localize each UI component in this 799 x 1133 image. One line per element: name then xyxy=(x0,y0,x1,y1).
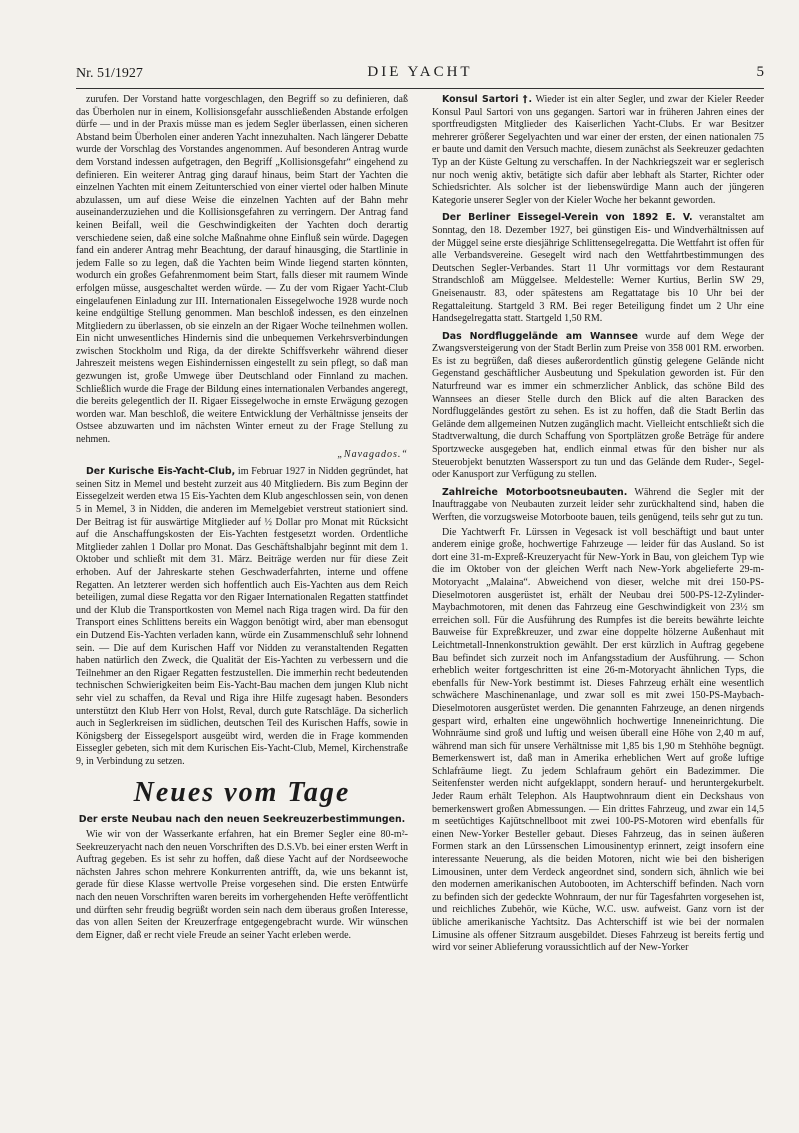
article-paragraph: Wie wir von der Wasserkante erfahren, hat ein Bremer Segler eine 80-m²-Seekreuzeryacht nach den neuen Vorschriften des D.S.Vb. bei einer ersten Werft in Auftrag gegeben. Es ist sehr zu hoffen, daß diese Yacht auf der Nordseewoche nächsten Jahres schon mehrere Konkurrenten antrifft, da, wie uns bekannt ist, gerade für diese Klasse wertvolle Preise vorgesehen sind. Die ersten Entwürfe nach den neuen Vorschriften waren bereits im vorhergehenden Hefte veröffentlicht und dürften sehr freudig begrüßt worden sein nach dem überaus großen Interesse, das von allen Seiten der Kreuzerfrage entgegengebracht wurde. Wir wünschen dem Eigner, daß er recht viele Freude an seiner Yacht erleben werde. xyxy=(76,829,408,941)
article-paragraph xyxy=(432,331,764,482)
article-body: Während die Segler mit der Inauftraggabe von Neubauten zurzeit leider sehr zurückhaltend sind, haben die Werften, die vorzugsweise Motorboote bauen, teils genügend, teils sehr gut zu tun. xyxy=(432,486,764,523)
article-body: veranstaltet am Sonntag, den 18. Dezember 1927, bei günstigen Eis- und Windverhältnissen auf der Müggel seine erste diesjährige Schlittensegelregatta. Die Wettfahrt ist offen für alle Verbandsvereine. Gesegelt wird nach den Wettfahrtbestimmungen des Deutschen Segler-Verbandes. Start 11 Uhr vormittags vor dem Restaurant Strandschloß am Müggelsee. Meldestelle: Werner Kurtius, Berlin SW 29, Gneisenaustr. 83, oder spätestens am Regattatage bis 10 Uhr bei der Regattaleitung. Startgeld 3 RM. Bei reger Beteiligung findet um 2 Uhr eine Handsegelregatta statt. Startgeld 1,50 RM. xyxy=(432,212,764,325)
section-subhead: Der erste Neubau nach den neuen Seekreuzerbestimmungen. xyxy=(78,814,406,826)
issue-number: Nr. 51/1927 xyxy=(76,66,143,81)
article-paragraph xyxy=(432,487,764,525)
article-body: im Februar 1927 in Nidden gegründet, hat seinen Sitz in Memel und besteht zurzeit aus 40 Mitgliedern. Bis zum Beginn der Eissegelzeit werden etwa 15 Eis-Yachten dem Klub angeschlossen sein, von denen 5 in Memel, 3 in Nidden, die anderen im Memelgebiet verstreut stationiert sind. Der Beitrag ist für auswärtige Mitglieder auf ½ Dollar pro Monat mit Rücksicht auf die Anschaffungskosten der Eis-Yachten festgesetzt worden. Ordentliche Mitglieder zahlen 1 Dollar pro Monat. Das Geschäftshalbjahr beginnt mit dem 1. Oktober und schließt mit dem 31. März. Beiträge werden nur für diese Zeit erhoben. Auf der Jahreskarte stehen Geschwaderfahrten, interne und offene Regatten. An letzterer werden sich hoffentlich auch Eis-Yachten aus dem Reich beteiligen, zumal diese Regatta vor den Rigaer Internationalen Regatten stattfindet und der Klub die Transportkosten von Memel nach Riga tragen wird. Da für den Transport eines Schlittens bereits ein Waggon benötigt wird, aber man ebensogut ein Dutzend Eis-Yachten verladen kann, würde ein Zusammenschluß sehr lohnend sein. — Die auf dem Kurischen Haff vor Nidden zu veranstaltenden Regatten haben natürlich den Zweck, die Qualität der Eis-Yachten zu verbessern und die Teilnehmer an den Rigaer Regatten festzustellen. Die immerhin recht bedeutenden technischen Schwierigkeiten beim Eis-Yacht-Bau machen dem jungen Klub nicht sehr viel zu schaffen, da Reval und Riga ihre Hilfe zugesagt haben. Besonders unterstützt den Klub Herr von Holst, Reval, durch gute Ratschläge. Da sicherlich auch in Seglerkreisen im südlichen, deutschen Teil des Kurischen Haffs, sowie in Königsberg der Eissegelsport ausgeübt wird, werden die in Frage kommenden Eissegler gebeten, sich mit dem Kurischen Eis-Yacht-Club, Memel, Kirchenstraße 9, in Verbindung zu setzen. xyxy=(76,466,408,767)
article-lead: Der Berliner Eissegel-Verein von 1892 E. V. xyxy=(442,212,693,224)
article-signature: „Navagados.“ xyxy=(337,448,408,460)
article-paragraph xyxy=(432,94,764,207)
page-header xyxy=(76,64,764,86)
right-column xyxy=(432,94,764,1104)
magazine-title: DIE YACHT xyxy=(367,64,473,80)
article-lead: Konsul Sartori †. xyxy=(442,94,533,105)
section-heading: Neues vom Tage xyxy=(133,777,351,809)
article-paragraph xyxy=(76,466,408,768)
header-rule xyxy=(76,88,764,89)
article-lead: Der Kurische Eis-Yacht-Club, xyxy=(86,466,236,478)
article-body: wurde auf dem Wege der Zwangsversteigerung von der Stadt Berlin zum Preise von 358 001 RM. erworben. Es ist zu begrüßen, daß dieses außerordentlich günstig gelegene Gelände nicht Gegenstand geschäftlicher Ausbeutung und Spekulation geworden ist. Für den Naturfreund war es immer ein schmerzlicher Anblick, das schöne Bild des Wannsees an dieser Stelle durch den Blick auf die alten Baracken des Nordfluggeländes gestört zu sehen. Es ist zu hoffen, daß die Stadt Berlin das Gelände dem allgemeinen Nutzen zugänglich macht. Vielleicht entschließt sich die Stadtverwaltung, die durch Schaffung von Sportplätzen große Beträge für andere Sportzwecke ausgegeben hat, endlich einmal etwas für den bisher nur als Steuerobjekt benutzten Wassersport zu tun und das Gelände dem Ruder-, Segel- oder Kanusport zur Verfügung zu stellen. xyxy=(432,330,764,481)
page-number: 5 xyxy=(756,64,764,80)
article-paragraph: Die Yachtwerft Fr. Lürssen in Vegesack ist voll beschäftigt und baut unter anderem einige große, hochwertige Fahrzeuge — leider für das Ausland. So ist dort eine 31-m-Expreß-Kreuzeryacht für New-York in Bau, von gleichem Typ wie die im Oktober von der gleichen Werft nach New-York abgelieferte 29-m-Motoryacht „Malaina“. Abweichend von dieser, welche mit drei 150-PS-Dieselmotoren ausgerüstet ist, erhält der Neubau drei 500-PS-12-Zylinder-Maybachmotoren, mit denen das Fahrzeug eine Geschwindigkeit von 23½ sm erreichen soll. Für die Ausführung des Rumpfes ist die bereits bewährte leichte Bauweise für Expreßkreuzer, und zwar eine doppelte hölzerne Außenhaut mit Leichtmetall-Innenkonstruktion gewählt. Der erst kürzlich in Auftrag gegebene Bau befindet sich zurzeit noch im Anfangsstadium der Ausführung. — Schon erheblich weiter fortgeschritten ist eine 26-m-Motoryacht ähnlichen Typs, die ebenfalls für New-York bestimmt ist. Dieses Fahrzeug erhält eine wesentlich schwächere Maschinenanlage, und zwar soll es mit zwei 150-PS-Maybach-Dieselmotoren ausgerüstet werden. Die genannten Fahrzeuge, an denen nirgends gespart wird, erhalten eine ungewöhnlich hochwertige Inneneinrichtung. Die Wohnräume sind groß und luftig und weisen überall eine Höhe von 2,40 m auf, während man sich für unsere Verhältnisse mit 1,85 bis 1,90 m Stehhöhe begnügt. Bemerkenswert ist, daß man in Amerika erheblichen Wert auf große luftige Schlafräume liegt. Zu jedem Schlafraum gehört ein Badezimmer. Die Seitenfenster werden nicht aufgeklappt, sondern herauf- und heruntergekurbelt. Jeder Raum erhält Telephon. Als Hauptwohnraum dient ein Deckshaus von bemerkenswert großen Abmessungen. — Ein drittes Fahrzeug, und zwar ein 14,5 m seetüchtiges Kajütschnellboot mit zwei 100-PS-Motoren wird ebenfalls für einen New-Yorker Besteller gebaut. Dieses Fahrzeug, das in seinen äußeren Formen stark an den Lürssenschen Limousinentyp erinnert, zeigt insofern eine interessante Neuerung, als die beiden Motoren, nicht wie bei den bisherigen Limousinen, unter dem Verdeck angeordnet sind, sondern sich, ähnlich wie bei den modernen amerikanischen Autobooten, im Achterschiff befinden. Nach vorn zu befinden sich der gedeckte Wohnraum, der nur für Tagesfahrten vorgesehen ist, und reichliches Zubehör, wie Küche, W.C. usw. aufweist. Ganz vorn ist der übliche amerikanische Yachtsitz. Das Achterschiff ist wie bei der normalen Limusine als offener Sitzraum ausgebildet. Dieses Fahrzeug ist bereits fertig und wird vor seiner Ablieferung voraussichtlich auf der New-Yorker xyxy=(432,526,764,954)
article-body: Wieder ist ein alter Segler, und zwar der Kieler Reeder Konsul Paul Sartori von uns gegangen. Sartori war in früheren Jahren eines der sportfreudigsten Mitglieder des Kaiserlichen Yacht-Clubs. Er war Besitzer mehrerer größerer Segelyachten und war einer der ersten, der einen nationalen 75 er baute und damit den Versuch machte, diesem zunächst als Seekreuzer gedachten Typ an der Küste Geltung zu verschaffen. In der Nachkriegszeit war er seglerisch nur noch wenig aktiv, betätigte sich dafür aber lebhaft als Starter, Richter oder Schiedsrichter. Als solcher ist der liebenswürdige Mann auch der jüngeren Kategorie unserer Segler von der Kieler Woche her bekannt geworden. xyxy=(432,94,764,206)
article-lead: Das Nordfluggelände am Wannsee xyxy=(442,330,638,342)
article-lead: Zahlreiche Motorbootsneubauten. xyxy=(442,486,628,498)
left-column xyxy=(76,94,408,1104)
article-paragraph xyxy=(432,212,764,325)
article-paragraph: zurufen. Der Vorstand hatte vorgeschlagen, den Begriff so zu definieren, daß das Überholen nur in einem, Kollisionsgefahr ausschließenden Abstande erfolgen dürfe — und in der Praxis müsse man es jedem Segler überlassen, einen sicheren Abstand beim Überholen einer anderen Yacht innezuhalten. Nach längerer Debatte wurde der Vorschlag des Vorstandes angenommen. Auf besonderen Antrag wurde dem Vorstand indessen aufgetragen, den Begriff „Kollisionsgefahr“ eingehend zu definieren. Ein weiterer Antrag ging darauf hinaus, beim Start der Yachten die einzelnen Yachten mit einem Zeitunterschied von einer viertel oder halben Minute abzulassen, um auf diese Weise die einzelnen Yachten auf der Bahn mehr auseinanderzuziehen und die Kollisionsgefahren zu verringern. Der Antrag fand keinen Beifall, weil die Geschwindigkeiten der Yachten doch derartig verschiedene seien, daß eine solche Maßnahme ohne Einfluß sein würde. Dagegen fand ein anderer Antrag mehr Beachtung, der darauf hinausging, die Startlinie in jedem Falle so zu legen, daß die Yachten beim Winde liegend starten könnten, wodurch ein großes Gefahrenmoment beim Start, falls dieser mit raumem Winde erfolgen müsse, ausgeschaltet werden würde. — Zu der vom Rigaer Yacht-Club eingelaufenen Einladung zur III. Internationalen Eissegelwoche 1928 wurde noch keine endgültige Stellung genommen. Man beschloß indessen, es den einzelnen Mitgliedern zu überlassen, ob sie einzeln an der Rigaer Woche teilnehmen wollen. Ein nicht unwesentliches Hindernis sind die unbequemen Verkehrsverbindungen zwischen Stockholm und Riga, da der direkte Schiffsverkehr während dieser Jahreszeit meistens wegen Eishindernissen eingestellt zu sein pflegt, so daß man gezwungen ist, große Umwege über Deutschland oder Finnland zu machen. Schließlich wurde die Frage der Bildung eines internationalen Verbandes angeregt, die bereits gelegentlich der II. Rigaer Eissegelwoche in ernste Erwägung gezogen worden war. Man beschloß, die weitere Entwicklung der Verhältnisse jenseits der Ostsee abzuwarten und im nächsten Winter erneut zu der Frage Stellung zu nehmen. xyxy=(76,94,408,446)
